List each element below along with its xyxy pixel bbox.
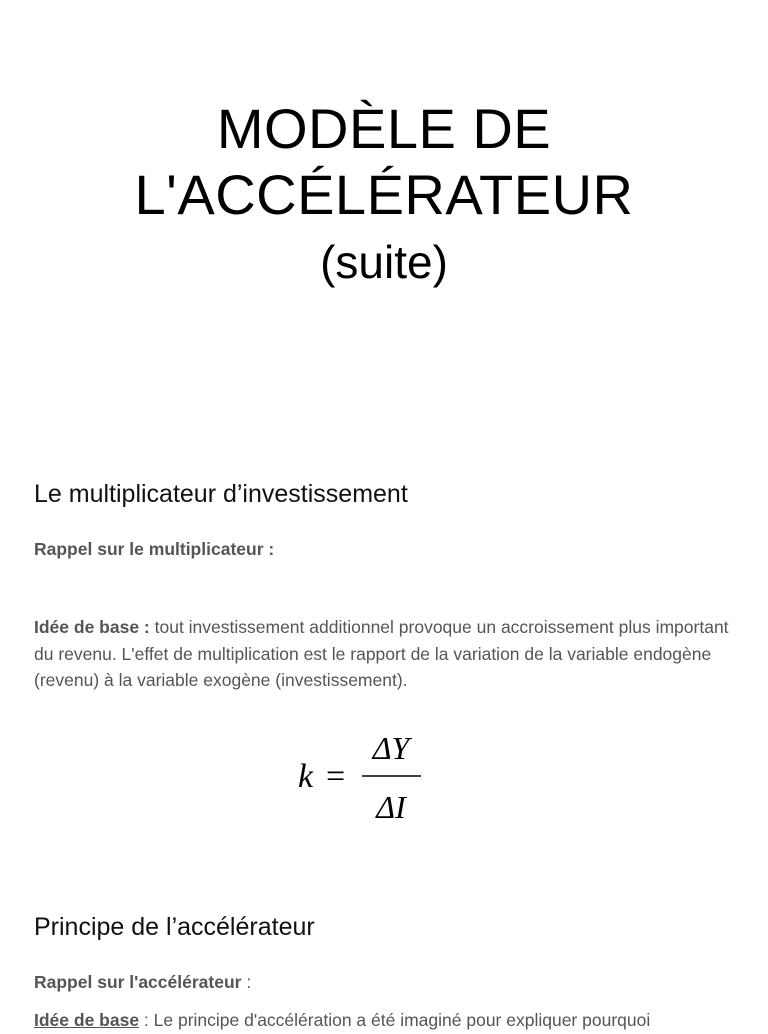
rappel-multiplicateur-label: Rappel sur le multiplicateur :: [34, 539, 275, 559]
title-line-1: MODÈLE DE: [216, 97, 552, 160]
idee-de-base-label: Idée de base :: [34, 617, 150, 637]
formula-numerator: ΔY: [372, 730, 410, 766]
idee-de-base-paragraph: [34, 614, 734, 694]
formula-equals: =: [326, 758, 346, 795]
rappel-accelerateur-label: Rappel sur l'accélérateur: [34, 972, 242, 992]
page-title: [0, 96, 768, 290]
rappel-accelerateur: [34, 969, 734, 996]
idee-de-base-accelerateur-text: : Le principe d'accélération a été imaginé pour expliquer pourquoi: [139, 1010, 651, 1030]
multiplier-formula: [294, 726, 434, 830]
rappel-accelerateur-suffix: :: [241, 972, 252, 992]
title-line-2: L'ACCÉLÉRATEUR: [134, 163, 634, 226]
rappel-multiplicateur: [34, 536, 734, 563]
idee-de-base-accelerateur-label: Idée de base: [34, 1010, 140, 1030]
section-heading-accelerateur: Principe de l’accélérateur: [34, 913, 315, 941]
idee-de-base-text: tout investissement additionnel provoque un accroissement plus important du revenu. L'effet de multiplication est le rapport de la variation de la variable endogène (revenu) à la variable exogène (investissement).: [34, 617, 729, 690]
page-subtitle: (suite): [320, 236, 448, 288]
idee-de-base-accelerateur-paragraph: [34, 1007, 734, 1034]
section-heading-multiplicateur: Le multiplicateur d’investissement: [34, 480, 408, 508]
formula-lhs: k: [298, 758, 314, 795]
formula-denominator: ΔI: [376, 789, 406, 825]
